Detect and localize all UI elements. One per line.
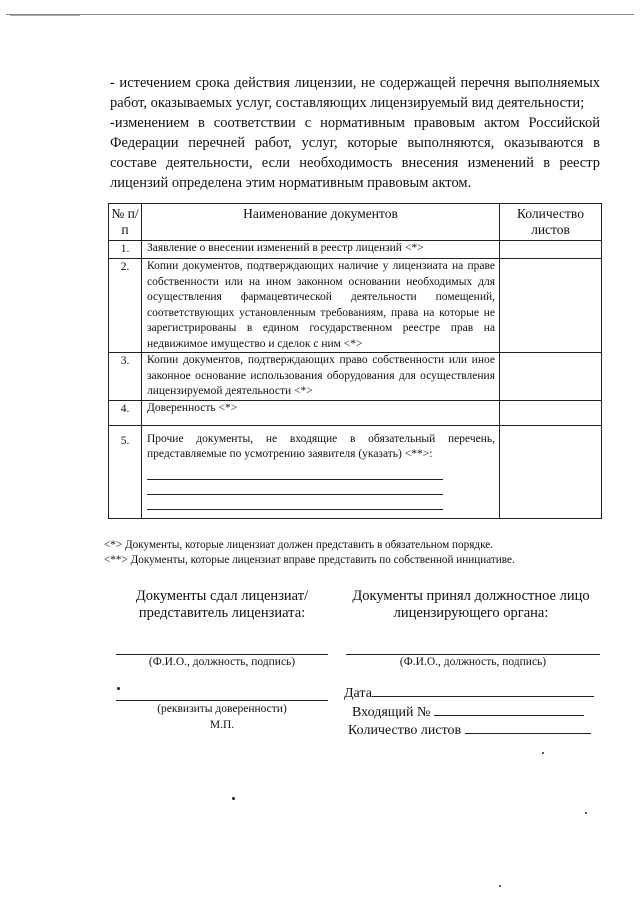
header-document-name: Наименование документов bbox=[142, 204, 500, 241]
stamp-placeholder: М.П. bbox=[209, 719, 235, 731]
row-document-name: Заявление о внесении изменений в реестр лицензий <*> bbox=[142, 241, 500, 259]
sheet-count-field bbox=[348, 721, 591, 739]
row-document-name: Прочие документы, не входящие в обязательный перечень, представляемые по усмотрению заявителя (указать) <**>: bbox=[147, 432, 495, 460]
submitter-signature-caption: (Ф.И.О., должность, подпись) bbox=[148, 656, 296, 668]
incoming-number-label: Входящий № bbox=[352, 705, 431, 720]
row-sheet-count[interactable] bbox=[500, 425, 602, 518]
scan-speck bbox=[542, 752, 544, 754]
intro-paragraph-1: - истечением срока действия лицензии, не содержащей перечня выполняемых работ, оказываемых услуг, составляющих лицензируемый вид деятельности; bbox=[110, 75, 600, 111]
row-number: 5. bbox=[109, 425, 142, 518]
header-sheet-count: Количество листов bbox=[500, 204, 602, 241]
receiver-signature-line[interactable] bbox=[346, 654, 600, 655]
table-row bbox=[109, 425, 602, 518]
row-number: 1. bbox=[109, 241, 142, 259]
table-row bbox=[109, 241, 602, 259]
blank-lines bbox=[147, 463, 495, 518]
top-edge-rule bbox=[6, 14, 634, 15]
receiver-signature-caption: (Ф.И.О., должность, подпись) bbox=[399, 656, 547, 668]
header-number: № п/п bbox=[109, 204, 142, 241]
table-row bbox=[109, 353, 602, 401]
date-label: Дата bbox=[344, 686, 372, 701]
scan-speck bbox=[232, 797, 235, 800]
power-of-attorney-line[interactable] bbox=[116, 700, 328, 701]
submitted-by-title: Документы сдал лицензиат/представитель лицензиата: bbox=[135, 588, 309, 621]
blank-line-field[interactable] bbox=[147, 465, 443, 480]
row-sheet-count[interactable] bbox=[500, 400, 602, 425]
row-document-name: Копии документов, подтверждающих право собственности или иное законное основание использования оборудования для осуществления лицензируемой деятельности <*> bbox=[142, 353, 500, 401]
row-number: 3. bbox=[109, 353, 142, 401]
row-document-name: Доверенность <*> bbox=[142, 400, 500, 425]
table-row bbox=[109, 400, 602, 425]
top-edge-dash bbox=[10, 15, 80, 16]
table-header-row bbox=[109, 204, 602, 241]
row-document-name-other bbox=[142, 425, 500, 518]
row-sheet-count[interactable] bbox=[500, 259, 602, 353]
blank-line-field[interactable] bbox=[147, 495, 443, 510]
sheet-count-input-line[interactable] bbox=[465, 721, 591, 734]
scan-speck bbox=[585, 812, 587, 814]
date-field bbox=[344, 684, 594, 702]
intro-text bbox=[110, 73, 600, 193]
documents-table bbox=[108, 203, 602, 519]
incoming-number-field bbox=[352, 703, 584, 721]
footnotes bbox=[104, 538, 614, 568]
row-number: 2. bbox=[109, 259, 142, 353]
blank-line-field[interactable] bbox=[147, 480, 443, 495]
row-sheet-count[interactable] bbox=[500, 353, 602, 401]
accepted-by-title: Документы принял должностное лицо лицензирующего органа: bbox=[352, 588, 590, 621]
footnote-required: <*> Документы, которые лицензиат должен представить в обязательном порядке. bbox=[104, 539, 493, 551]
table-row bbox=[109, 259, 602, 353]
sheet-count-label: Количество листов bbox=[348, 723, 462, 738]
row-document-name: Копии документов, подтверждающих наличие у лицензиата на праве собственности или на ином законном основании необходимых для осуществления фармацевтической деятельности помещений, соответствующих установленным требованиям, права на которые не зарегистрированы в едином государственном реестре прав на недвижимое имущество и сделок с ним <*> bbox=[142, 259, 500, 353]
intro-paragraph-2: -изменением в соответствии с нормативным правовым актом Российской Федерации перечней работ, услуг, которые выполняются, оказываются в составе деятельности, если необходимость внесения изменений в реестр лицензий определена этим нормативным правовым актом. bbox=[110, 115, 600, 191]
row-number: 4. bbox=[109, 400, 142, 425]
scan-speck bbox=[499, 885, 501, 887]
power-of-attorney-caption: (реквизиты доверенности) bbox=[157, 703, 287, 715]
row-sheet-count[interactable] bbox=[500, 241, 602, 259]
scan-speck bbox=[117, 687, 120, 690]
submitter-signature-line[interactable] bbox=[116, 654, 328, 655]
date-input-line[interactable] bbox=[372, 684, 594, 697]
footnote-optional: <**> Документы, которые лицензиат вправе представить по собственной инициативе. bbox=[104, 554, 515, 566]
incoming-number-input-line[interactable] bbox=[434, 703, 584, 716]
